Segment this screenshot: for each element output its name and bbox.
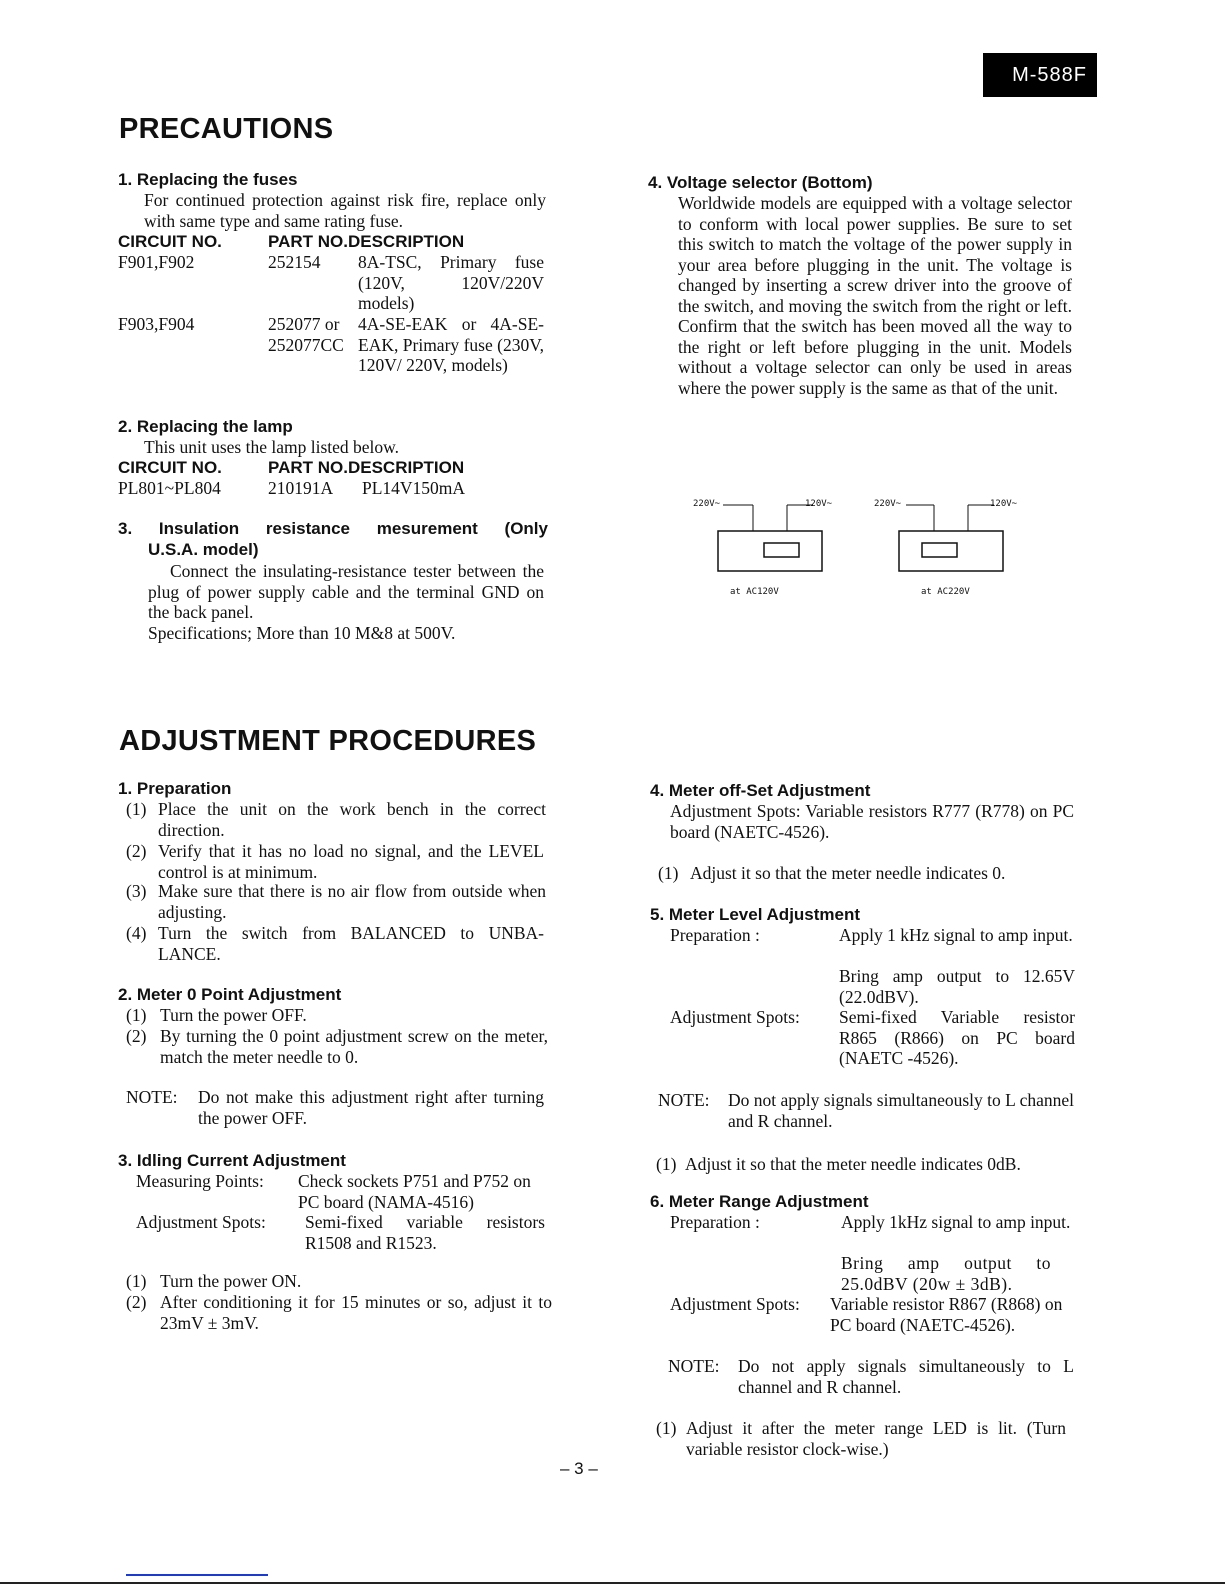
note-label: NOTE: (658, 1090, 710, 1110)
note-text: Do not apply signals simultaneously to L channel and R channel. (738, 1356, 1074, 1397)
preparation-value-2: Bring amp output to 25.0dBV (20w ± 3dB). (841, 1253, 1051, 1294)
fuse-desc: 8A-TSC, Primary fuse (120V, 120V/220V models) (358, 252, 544, 313)
note-label: NOTE: (668, 1356, 720, 1376)
label-220v: 220V~ (693, 499, 721, 509)
preparation-label: Preparation : (670, 925, 760, 945)
meter-level-heading: 5. Meter Level Adjustment (650, 905, 861, 924)
lamp-heading: 2. Replacing the lamp (118, 417, 293, 436)
step-text: Adjust it after the meter range LED is lit. (Turn variable resistor clock-wise.) (686, 1418, 1066, 1459)
page-bottom-border (0, 1582, 1225, 1584)
step-number: (1) (126, 799, 147, 819)
step-text: Adjust it so that the meter needle indicates 0. (690, 863, 1006, 883)
voltage-selector-body: Worldwide models are equipped with a voltage selector to conform with local power supplies. Be sure to set this switch to match the voltage of the power supply in your area before plugging in the unit. The voltage is changed by inserting a screw driver into the groove of the switch, and moving the switch from the right or left. Confirm that the switch has been moved all the way to the right or left before plugging in the unit. Models without a voltage selector can only be used in areas where the power supply is the same as that of the unit. (678, 193, 1072, 398)
step-text: Verify that it has no load no signal, and the LEVEL control is at minimum. (158, 841, 544, 882)
lamp-part: 210191A (268, 478, 334, 498)
step-text: Make sure that there is no air flow from outside when adjusting. (158, 881, 546, 922)
adjustment-spots-label: Adjustment Spots: (670, 1007, 800, 1027)
fuse-desc: 4A-SE-EAK or 4A-SE-EAK, Primary fuse (230V, 120V/ 220V, models) (358, 314, 544, 375)
lamp-intro: This unit uses the lamp listed below. (144, 437, 400, 457)
step-number: (3) (126, 881, 147, 901)
lamp-desc: PL14V150mA (362, 478, 466, 498)
adjustment-spots-value: Semi-fixed Variable resistor R865 (R866) on PC board (NAETC -4526). (839, 1007, 1075, 1068)
insulation-heading-line2: U.S.A. model) (148, 540, 259, 559)
insulation-body: Connect the insulating-resistance tester between the plug of power supply cable and the terminal GND on the back panel. (148, 561, 544, 622)
insulation-heading-line1: 3. Insulation resistance mesurement (Only (118, 519, 548, 538)
label-120v: 120V~ (805, 499, 833, 509)
step-text: Turn the switch from BALANCED to UNBA-LANCE. (158, 923, 544, 964)
precautions-title: PRECAUTIONS (119, 113, 334, 145)
adjustment-spots-value: Semi-fixed variable resistors R1508 and R1523. (305, 1212, 545, 1253)
page-number: – 3 – (560, 1459, 598, 1478)
fuse-circuit: F903,F904 (118, 314, 195, 334)
insulation-spec: Specifications; More than 10 M&8 at 500V. (148, 623, 456, 643)
measuring-points-value: Check sockets P751 and P752 on PC board (NAMA-4516) (298, 1171, 531, 1212)
lamp-col-circuit: CIRCUIT NO. (118, 458, 222, 477)
diagram-caption: at AC120V (730, 587, 779, 597)
step-number: (2) (126, 1292, 147, 1312)
adjustment-spots-value: Variable resistor R867 (R868) on PC board (NAETC-4526). (830, 1294, 1063, 1335)
meter-offset-spots: Adjustment Spots: Variable resistors R777 (R778) on PC board (NAETC-4526). (670, 801, 1074, 842)
preparation-heading: 1. Preparation (118, 779, 232, 798)
preparation-value-2: Bring amp output to 12.65V (22.0dBV). (839, 966, 1075, 1007)
fuses-col-part-desc: PART NO.DESCRIPTION (268, 232, 465, 251)
note-text: Do not apply signals simultaneously to L channel and R channel. (728, 1090, 1074, 1131)
meter-offset-heading: 4. Meter off-Set Adjustment (650, 781, 871, 800)
note-label: NOTE: (126, 1087, 178, 1107)
fuse-part: 252154 (268, 252, 321, 272)
step-text: By turning the 0 point adjustment screw on the meter, match the meter needle to 0. (160, 1026, 548, 1067)
step-number: (1) (656, 1418, 677, 1438)
meter-range-heading: 6. Meter Range Adjustment (650, 1192, 869, 1211)
step-text: Turn the power OFF. (160, 1005, 307, 1025)
step-text: After conditioning it for 15 minutes or so, adjust it to 23mV ± 3mV. (160, 1292, 552, 1333)
voltage-switch-diagram-ac120 (693, 495, 833, 605)
step-number: (4) (126, 923, 147, 943)
label-120v: 120V~ (990, 499, 1018, 509)
measuring-points-label: Measuring Points: (136, 1171, 264, 1191)
preparation-value-1: Apply 1kHz signal to amp input. (841, 1212, 1071, 1232)
idling-current-heading: 3. Idling Current Adjustment (118, 1151, 346, 1170)
diagram-caption: at AC220V (921, 587, 970, 597)
step-number: (1) (126, 1271, 147, 1291)
fuse-part: 252077 or 252077CC (268, 314, 344, 355)
fuses-heading: 1. Replacing the fuses (118, 170, 298, 189)
step-text: Place the unit on the work bench in the correct direction. (158, 799, 546, 840)
lamp-circuit: PL801~PL804 (118, 478, 221, 498)
lamp-col-part-desc: PART NO.DESCRIPTION (268, 458, 465, 477)
voltage-selector-heading: 4. Voltage selector (Bottom) (648, 173, 873, 192)
label-220v: 220V~ (874, 499, 902, 509)
step-number: (2) (126, 1026, 147, 1046)
fuses-intro: For continued protection against risk fire, replace only with same type and same rating fuse. (144, 190, 546, 231)
fuse-circuit: F901,F902 (118, 252, 195, 272)
step-text: Adjust it so that the meter needle indicates 0dB. (685, 1154, 1021, 1174)
note-text: Do not make this adjustment right after turning the power OFF. (198, 1087, 544, 1128)
scan-artifact-line (126, 1574, 268, 1576)
step-number: (1) (656, 1154, 677, 1174)
adjustment-spots-label: Adjustment Spots: (136, 1212, 266, 1232)
preparation-label: Preparation : (670, 1212, 760, 1232)
model-badge: M-588F (983, 53, 1097, 97)
step-text: Turn the power ON. (160, 1271, 302, 1291)
step-number: (1) (658, 863, 679, 883)
voltage-switch-diagram-ac220 (874, 495, 1018, 605)
step-number: (2) (126, 841, 147, 861)
preparation-value-1: Apply 1 kHz signal to amp input. (839, 925, 1073, 945)
step-number: (1) (126, 1005, 147, 1025)
adjustment-title: ADJUSTMENT PROCEDURES (119, 725, 537, 757)
fuses-col-circuit: CIRCUIT NO. (118, 232, 222, 251)
meter-zero-heading: 2. Meter 0 Point Adjustment (118, 985, 342, 1004)
adjustment-spots-label: Adjustment Spots: (670, 1294, 800, 1314)
